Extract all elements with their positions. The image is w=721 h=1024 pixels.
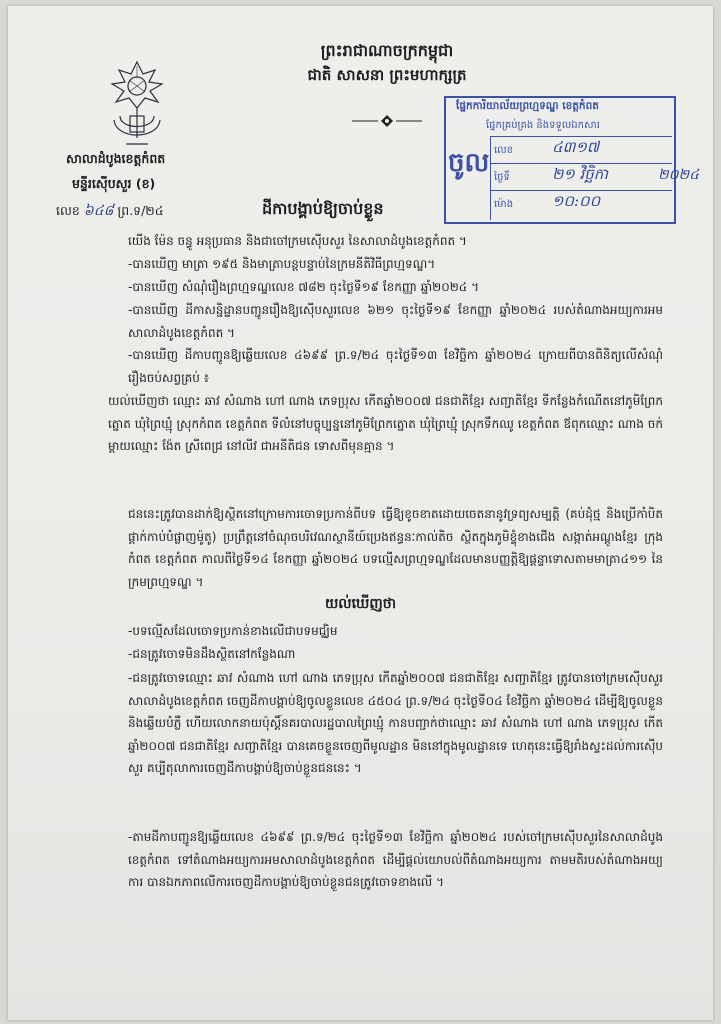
paragraph-text: -បានឃើញ មាត្រា ១៩៥ និងមាត្រាបន្តបន្ទាប់នៃក្រមនីតិវិធីព្រហ្មទណ្ឌ។ [128,257,436,271]
kingdom-heading: ព្រះរាជាណាចក្រកម្ពុជា [320,41,454,60]
stamp-value: ១០:០០ [552,192,601,210]
stamp-row-time [490,190,672,218]
paragraph-seen-order [58,344,663,389]
ornament-divider-icon [352,114,422,128]
stamp-value: ៤៣១៧ [552,138,600,156]
paragraph-charge [58,503,663,593]
paragraph-seen-case [58,276,663,299]
court-name: សាលាដំបូងខេត្តកំពត [66,151,166,166]
paragraph-judge [58,230,663,253]
stamp-label: ម៉ោង [494,199,514,210]
office-name: មន្ទីរស៊ើបសួរ (ខ) [72,176,156,191]
received-stamp [444,96,700,224]
paragraph-text: -ជនត្រូវចោទឈ្មោះ ឆាវ សំណាង ហៅ ណាង ភេទប្រុស កើតឆ្នាំ២០០៧ ជនជាតិខ្មែរ សញ្ជាតិខ្មែរ ត្រូវបានចៅក្រមស៊ើបសួរសាលាដំបូងខេត្តកំពត ចេញដីកាបង្គាប់ឱ្យចូលខ្លួនលេខ ៤៥០៤ ព្រ.ទ/២៤ ចុះថ្ងៃទី០៤ ខែវិច្ឆិកា ឆ្នាំ២០២៤ ដើម្បីឱ្យចូលខ្លួននិងឆ្លើយបំភ្លឺ ហើយលោកនាយប៉ុស្តិ៍នគរបាលរដ្ឋបាលព្រៃឃ្មុំ កានបញ្ជាក់ថាឈ្មោះ ឆាវ សំណាង ហៅ ណាង ភេទប្រុស កើតឆ្នាំ២០០៧ ជនជាតិខ្មែរ សញ្ជាតិខ្មែរ បានគេចខ្លួនចេញពីមូលដ្ឋាន មិននៅក្នុងមូលដ្ឋានទេ ហេតុនេះធ្វើឱ្យរាំងស្ទះដល់ការស៊ើបសួរ គប្បីតុលាការចេញដីកាបង្គាប់ឱ្យចាប់ខ្លួនជននេះ ។ [128,671,663,775]
paragraph-text: -បានឃើញ ដីកាបញ្ជូនឱ្យឆ្លើយលេខ ៤៦៩៩ ព្រ.ទ/២៤ ចុះថ្ងៃទី១៣ ខែវិច្ឆិកា ឆ្នាំ២០២៤ ក្រោយពីបានពិនិត្យលើសំណុំរឿងចប់សព្វគ្រប់ ៖ [128,348,663,385]
ref-handwritten-number: ៦៤៨ [83,203,114,219]
paragraph-prosecutor-opinion [58,826,663,894]
stamp-label: ថ្ងៃទី [494,172,510,183]
paragraph-text: -បានឃើញ ដីកាសន្និដ្ឋានបញ្ជូនរឿងឱ្យស៊ើបសួរលេខ ៦២១ ចុះថ្ងៃទី១៩ ខែកញ្ញា ឆ្នាំ២០២៤ របស់តំណាងអយ្យការអមសាលាដំបូងខេត្តកំពត ។ [128,303,663,340]
court-emblem-logo [100,58,174,150]
ref-suffix: ព្រ.ទ/២៤ [117,203,164,218]
paragraph-seen-prosecutor [58,299,663,344]
paragraph-text: -តាមដីកាបញ្ជូនឱ្យឆ្លើយលេខ ៤៦៩៩ ព្រ.ទ/២៤ ចុះថ្ងៃទី១៣ ខែវិច្ឆិកា ឆ្នាំ២០២៤ របស់ចៅក្រមស៊ើបសួរនៃសាលាដំបូងខេត្តកំពត ទៅតំណាងអយ្យការអមសាលាដំបូងខេត្តកំពត ដើម្បីផ្ដល់យោបល់ពីតំណាងអយ្យការ តាមមតិរបស់តំណាងអយ្យការ បានឯកភាពលើការចេញដីកាបង្គាប់ឱ្យចាប់ខ្លួនជនត្រូវចោទខាងលើ ។ [128,830,663,889]
paragraph-text: -ជនត្រូវចោទមិនដឹងស្ថិតនៅកន្លែងណា [128,647,296,661]
stamp-line-2: ផ្នែកគ្រប់គ្រង និងទទួលឯកសារ [486,120,600,131]
section-heading: យល់ឃើញថា [324,596,397,612]
paragraph-text: -បទល្មើសដែលចោទប្រកាន់ខាងលើជាបទមជ្ឈិម [128,624,338,638]
document-title: ដីកាបង្គាប់ឱ្យចាប់ខ្លួន [262,199,384,218]
stamp-line-1: ផ្នែកការិយាល័យព្រហ្មទណ្ឌ ខេត្តកំពត [456,100,599,112]
stamp-year: ២០២៤ [658,167,700,183]
paragraph-suspect [58,390,663,458]
paragraph-text: យើង ម៉ែន ចន្ធូ អនុប្រធាន និងជាចៅក្រមស៊ើបសួរ នៃសាលាដំបូងខេត្តកំពត ។ [128,234,467,248]
stamp-received-word: ចូល [448,148,490,178]
stamp-row-number [490,136,672,164]
reference-number [56,201,164,222]
paragraph-summons [58,667,663,780]
paragraph-text: -បានឃើញ សំណុំរឿងព្រហ្មទណ្ឌលេខ ៧៨២ ចុះថ្ងៃទី១៩ ខែកញ្ញា ឆ្នាំ២០២៤ ។ [128,280,480,294]
paragraph-text: ជននេះត្រូវបានដាក់ឱ្យស្ថិតនៅក្រោមការចោទប្រកាន់ពីបទ ធ្វើឱ្យខូចខាតដោយចេតនានូវទ្រព្យសម្បត្តិ (គប់ដុំថ្ម និងប្រើកាំបិតផ្គាក់កាប់បំផ្លាញម៉ូតូ) ប្រព្រឹត្តនៅចំណុចបរិវេណស្ថានីយ៍ប្រេងឥន្ធនៈកាល់តិច ស្ថិតក្នុងភូមិខ្ទុំខាងជើង សង្កាត់អណ្ដូងខ្មែរ ក្រុងកំពត ខេត្តកំពត កាលពីថ្ងៃទី១៤ ខែកញ្ញា ឆ្នាំ២០២៤ បទល្មើសព្រហ្មទណ្ឌដែលមានបញ្ញត្តិឱ្យផ្តន្ទាទោសតាមមាត្រា៤១១ នៃក្រមព្រហ្មទណ្ឌ ។ [128,507,663,589]
paragraph-offense-type [58,620,663,643]
stamp-label: លេខ [494,145,514,156]
paragraph-text: យល់ឃើញថា ឈ្មោះ ឆាវ សំណាង ហៅ ណាង ភេទប្រុស កើតឆ្នាំ២០០៧ ជនជាតិខ្មែរ សញ្ជាតិខ្មែរ ទីកន្លែងកំណើតនៅភូមិព្រែកត្នោត ឃុំព្រៃឃ្មុំ ស្រុកកំពត ខេត្តកំពត ទីលំនៅបច្ចុប្បន្ននៅភូមិព្រែកត្នោត ឃុំព្រៃឃ្មុំ ស្រុកទឹកឈូ ខេត្តកំពត ឪពុកឈ្មោះ ណាង ចក់ ម្ដាយឈ្មោះ ង៉ែត ស្រីពេជ្រ នៅលីវ ជាអនីតិជន ទោសពីមុនគ្មាន ។ [108,394,663,453]
paragraph-whereabouts [58,643,663,666]
stamp-row-date [490,163,700,191]
paragraph-seen-article [58,253,663,276]
ref-label: លេខ [56,203,80,218]
stamp-value: ២១ វិច្ឆិកា [552,165,609,183]
national-motto: ជាតិ សាសនា ព្រះមហាក្សត្រ [307,66,467,84]
